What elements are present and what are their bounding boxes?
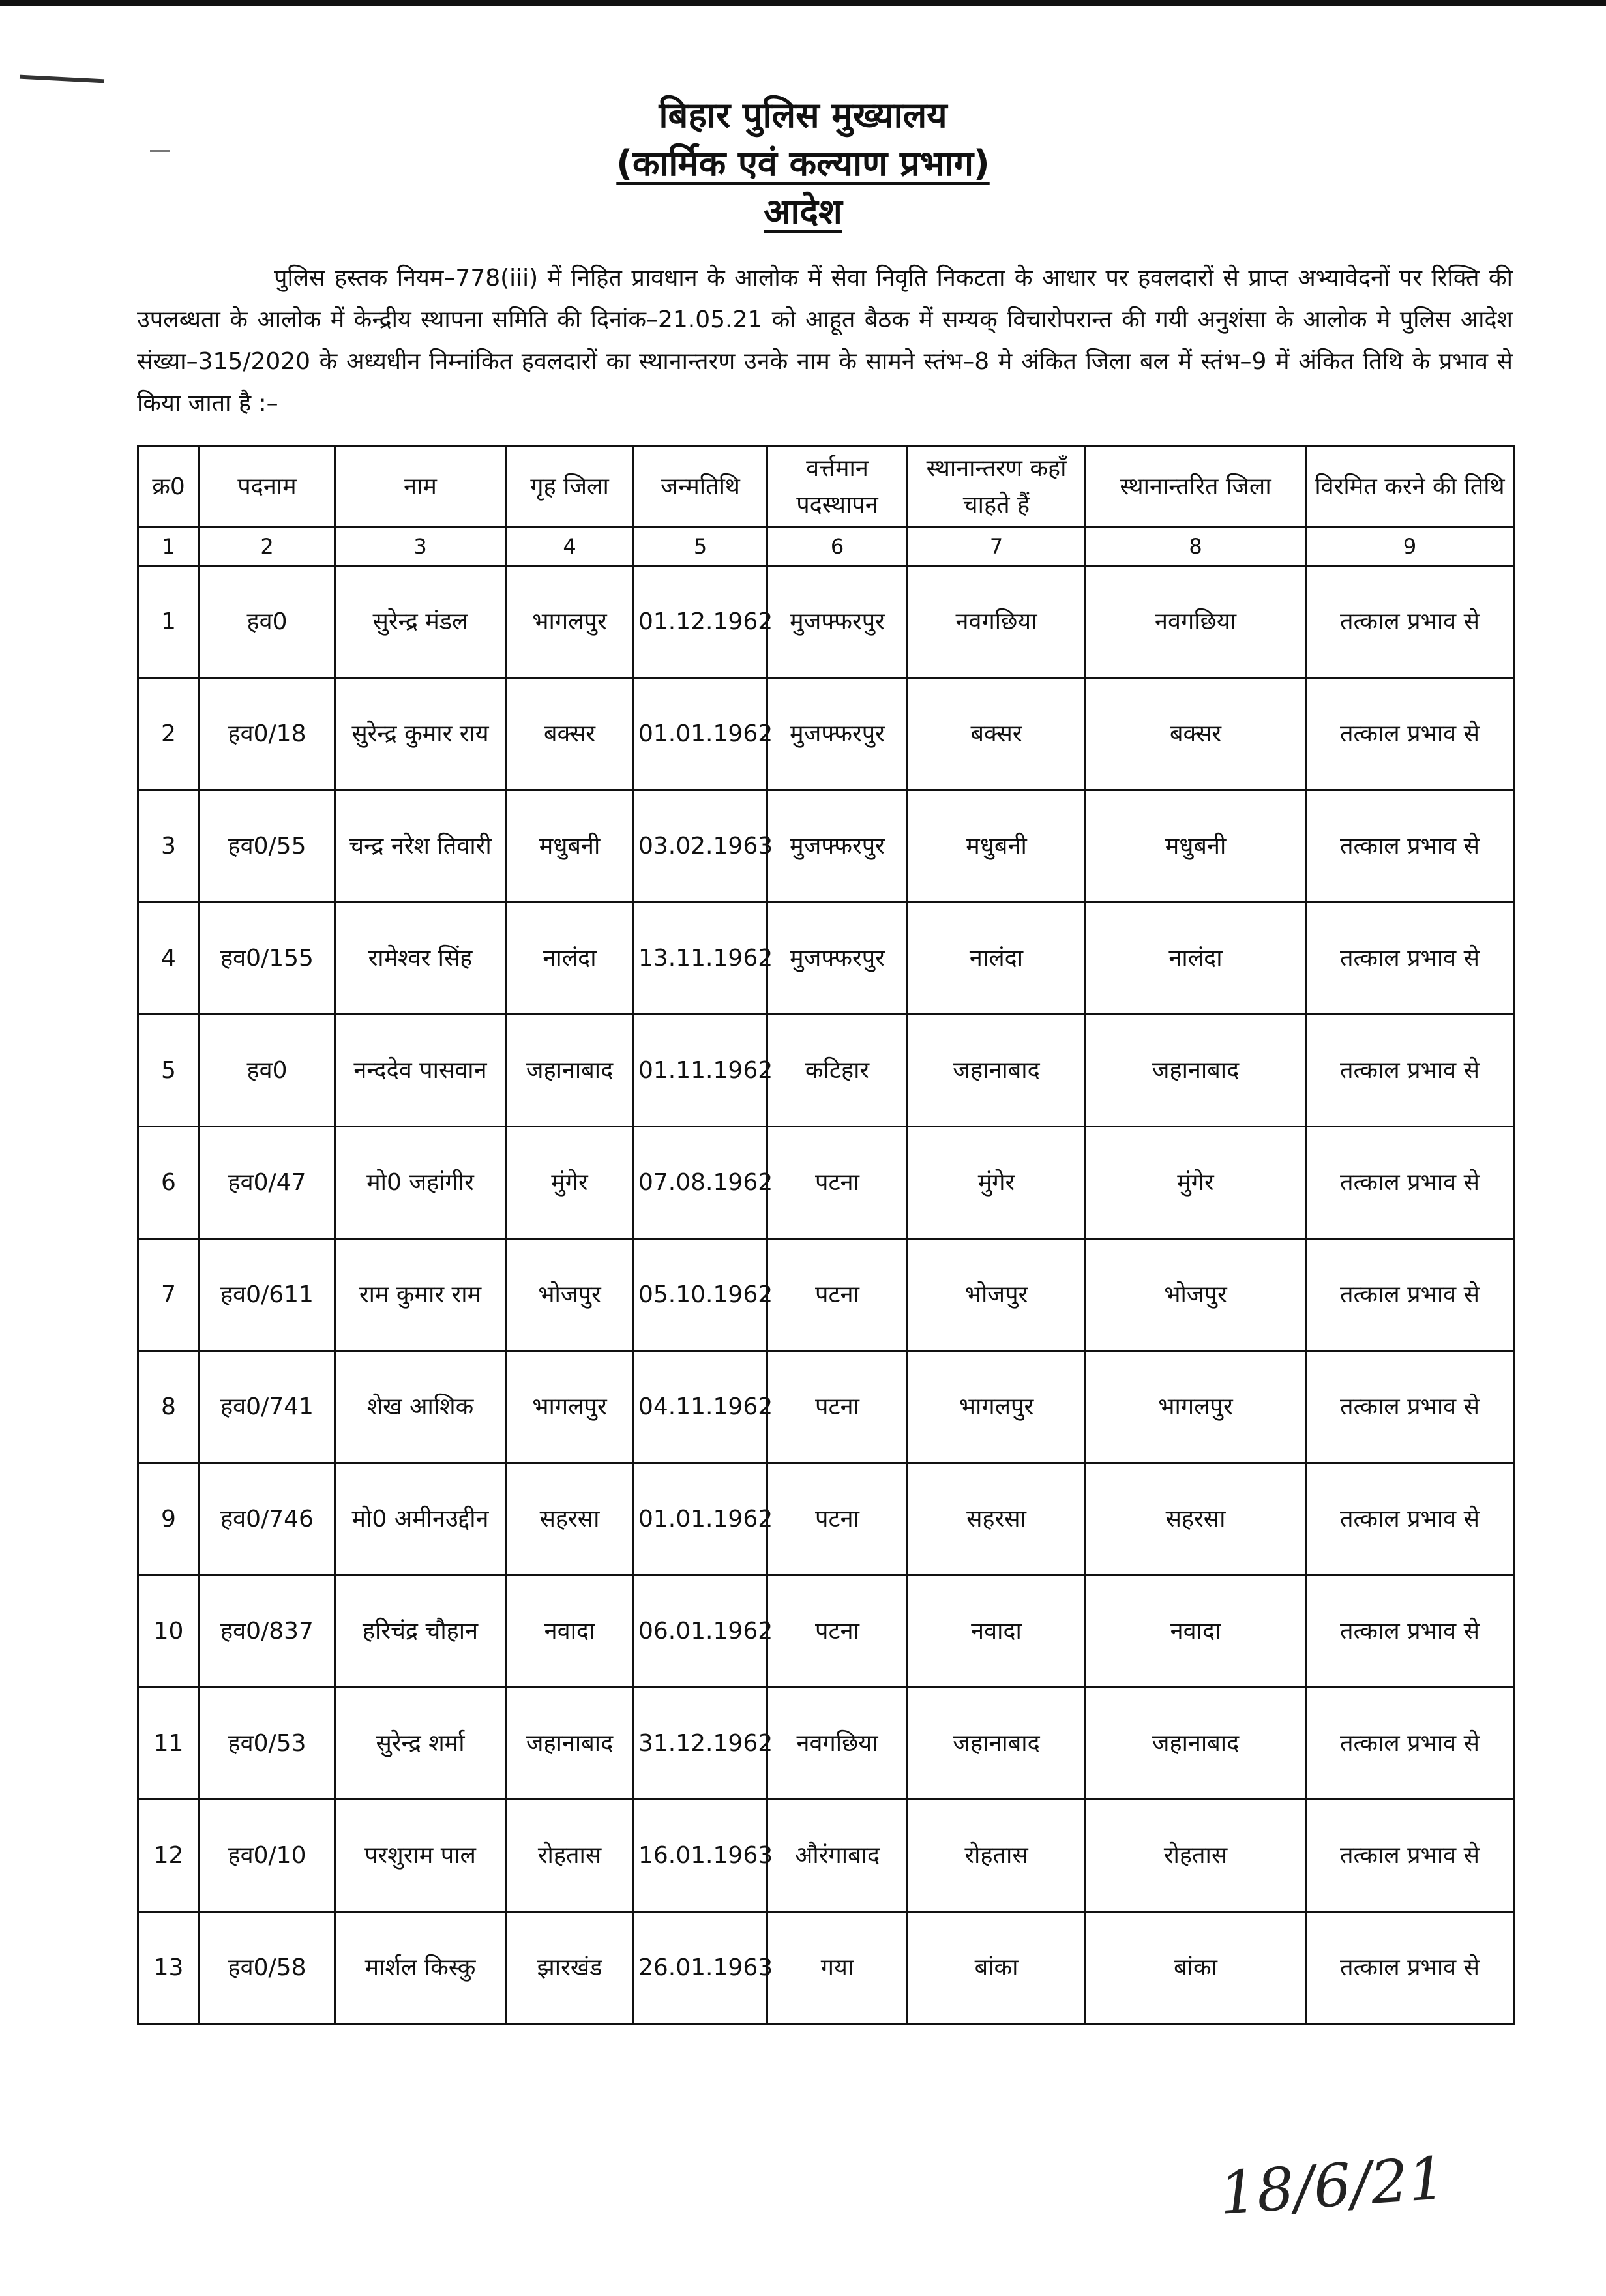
column-number: 8 (1086, 528, 1306, 566)
scan-mark (20, 75, 104, 83)
column-header: विरमित करने की तिथि (1306, 447, 1514, 528)
table-cell: 2 (138, 678, 200, 790)
table-row (138, 1912, 1514, 2024)
column-header: जन्मतिथि (634, 447, 767, 528)
table-cell: रोहतास (506, 1800, 634, 1912)
table-cell: तत्काल प्रभाव से (1306, 1575, 1514, 1688)
column-number: 9 (1306, 528, 1514, 566)
table-cell: हव0/18 (200, 678, 335, 790)
table-cell: मार्शल किस्कु (335, 1912, 506, 2024)
column-number: 3 (335, 528, 506, 566)
table-cell: मुजफ्फरपुर (767, 902, 908, 1015)
table-cell: 26.01.1963 (634, 1912, 767, 2024)
table-cell: मधुबनी (908, 790, 1086, 902)
table-cell: हव0/10 (200, 1800, 335, 1912)
table-row (138, 790, 1514, 902)
table-cell: सहरसा (1086, 1463, 1306, 1575)
table-cell: मो0 जहांगीर (335, 1127, 506, 1239)
table-cell: भागलपुर (506, 566, 634, 678)
table-cell: 3 (138, 790, 200, 902)
table-cell: गया (767, 1912, 908, 2024)
table-cell: तत्काल प्रभाव से (1306, 566, 1514, 678)
table-cell: हव0/53 (200, 1688, 335, 1800)
table-cell: 06.01.1962 (634, 1575, 767, 1688)
table-cell: 04.11.1962 (634, 1351, 767, 1463)
table-cell: रोहतास (908, 1800, 1086, 1912)
table-cell: नन्ददेव पासवान (335, 1015, 506, 1127)
table-cell: 8 (138, 1351, 200, 1463)
table-cell: बक्सर (908, 678, 1086, 790)
table-row (138, 1800, 1514, 1912)
table-cell: भोजपुर (1086, 1239, 1306, 1351)
table-cell: तत्काल प्रभाव से (1306, 1912, 1514, 2024)
column-number: 1 (138, 528, 200, 566)
table-row (138, 1239, 1514, 1351)
table-row (138, 902, 1514, 1015)
handwritten-signature: 18/6/21 (1217, 2144, 1448, 2228)
table-cell: 7 (138, 1239, 200, 1351)
table-row (138, 566, 1514, 678)
table-cell: तत्काल प्रभाव से (1306, 1463, 1514, 1575)
table-cell: तत्काल प्रभाव से (1306, 1015, 1514, 1127)
table-cell: नवगछिया (1086, 566, 1306, 678)
order-title: आदेश (764, 191, 842, 232)
table-cell: 31.12.1962 (634, 1688, 767, 1800)
column-number: 2 (200, 528, 335, 566)
table-body (138, 566, 1514, 2024)
column-header: नाम (335, 447, 506, 528)
table-cell: भोजपुर (506, 1239, 634, 1351)
table-cell: बक्सर (1086, 678, 1306, 790)
table-cell: मधुबनी (506, 790, 634, 902)
table-cell: हव0/55 (200, 790, 335, 902)
table-cell: हव0/155 (200, 902, 335, 1015)
table-cell: 5 (138, 1015, 200, 1127)
table-cell: बक्सर (506, 678, 634, 790)
table-row (138, 1351, 1514, 1463)
table-cell: जहानाबाद (1086, 1688, 1306, 1800)
table-cell: मो0 अमीनउद्दीन (335, 1463, 506, 1575)
table-cell: 1 (138, 566, 200, 678)
table-cell: बांका (1086, 1912, 1306, 2024)
table-cell: मधुबनी (1086, 790, 1306, 902)
table-cell: औरंगाबाद (767, 1800, 908, 1912)
table-row (138, 1463, 1514, 1575)
transfer-table (137, 445, 1515, 2025)
column-header: पदनाम (200, 447, 335, 528)
table-cell: 6 (138, 1127, 200, 1239)
table-cell: हव0/58 (200, 1912, 335, 2024)
division-title: (कार्मिक एवं कल्याण प्रभाग) (616, 143, 990, 184)
table-cell: 13.11.1962 (634, 902, 767, 1015)
table-cell: 10 (138, 1575, 200, 1688)
table-row (138, 1015, 1514, 1127)
table-cell: जहानाबाद (1086, 1015, 1306, 1127)
table-cell: हव0/611 (200, 1239, 335, 1351)
column-header: स्थानान्तरित जिला (1086, 447, 1306, 528)
table-cell: हव0/47 (200, 1127, 335, 1239)
table-cell: रामेश्वर सिंह (335, 902, 506, 1015)
column-number: 7 (908, 528, 1086, 566)
table-cell: तत्काल प्रभाव से (1306, 790, 1514, 902)
table-cell: हव0 (200, 566, 335, 678)
table-row (138, 1688, 1514, 1800)
page-top-border (0, 0, 1606, 6)
table-cell: चन्द्र नरेश तिवारी (335, 790, 506, 902)
table-cell: मुजफ्फरपुर (767, 566, 908, 678)
table-cell: 9 (138, 1463, 200, 1575)
table-cell: नवगछिया (767, 1688, 908, 1800)
table-cell: 13 (138, 1912, 200, 2024)
table-cell: सुरेन्द्र मंडल (335, 566, 506, 678)
table-cell: जहानाबाद (908, 1688, 1086, 1800)
table-row (138, 678, 1514, 790)
table-cell: मुंगेर (908, 1127, 1086, 1239)
table-cell: हव0/746 (200, 1463, 335, 1575)
table-cell: 01.01.1962 (634, 1463, 767, 1575)
table-cell: जहानाबाद (908, 1015, 1086, 1127)
table-cell: 03.02.1963 (634, 790, 767, 902)
table-cell: 07.08.1962 (634, 1127, 767, 1239)
column-header: वर्त्तमान पदस्थापन (767, 447, 908, 528)
table-cell: 16.01.1963 (634, 1800, 767, 1912)
table-cell: नवगछिया (908, 566, 1086, 678)
table-cell: हव0 (200, 1015, 335, 1127)
table-cell: जहानाबाद (506, 1015, 634, 1127)
table-cell: मुजफ्फरपुर (767, 790, 908, 902)
table-cell: रोहतास (1086, 1800, 1306, 1912)
column-number: 5 (634, 528, 767, 566)
table-cell: हरिचंद्र चौहान (335, 1575, 506, 1688)
table-cell: झारखंड (506, 1912, 634, 2024)
table-cell: सुरेन्द्र शर्मा (335, 1688, 506, 1800)
table-cell: सहरसा (506, 1463, 634, 1575)
table-cell: मुंगेर (1086, 1127, 1306, 1239)
table-cell: सहरसा (908, 1463, 1086, 1575)
table-cell: नालंदा (1086, 902, 1306, 1015)
column-header: गृह जिला (506, 447, 634, 528)
table-cell: राम कुमार राम (335, 1239, 506, 1351)
table-cell: हव0/837 (200, 1575, 335, 1688)
table-cell: कटिहार (767, 1015, 908, 1127)
table-cell: 01.01.1962 (634, 678, 767, 790)
table-cell: तत्काल प्रभाव से (1306, 1127, 1514, 1239)
table-cell: पटना (767, 1575, 908, 1688)
table-cell: मुजफ्फरपुर (767, 678, 908, 790)
table-row (138, 1127, 1514, 1239)
table-cell: भोजपुर (908, 1239, 1086, 1351)
table-cell: बांका (908, 1912, 1086, 2024)
table-cell: भागलपुर (1086, 1351, 1306, 1463)
column-number-row (138, 528, 1514, 566)
table-cell: पटना (767, 1127, 908, 1239)
table-cell: तत्काल प्रभाव से (1306, 902, 1514, 1015)
table-cell: पटना (767, 1463, 908, 1575)
column-number: 4 (506, 528, 634, 566)
table-cell: तत्काल प्रभाव से (1306, 1351, 1514, 1463)
table-cell: शेख आशिक (335, 1351, 506, 1463)
table-cell: नालंदा (908, 902, 1086, 1015)
table-cell: तत्काल प्रभाव से (1306, 1239, 1514, 1351)
table-cell: तत्काल प्रभाव से (1306, 1688, 1514, 1800)
table-cell: 05.10.1962 (634, 1239, 767, 1351)
table-cell: पटना (767, 1239, 908, 1351)
table-cell: भागलपुर (908, 1351, 1086, 1463)
table-cell: सुरेन्द्र कुमार राय (335, 678, 506, 790)
table-cell: नवादा (506, 1575, 634, 1688)
document-header (0, 91, 1606, 236)
column-number: 6 (767, 528, 908, 566)
table-cell: मुंगेर (506, 1127, 634, 1239)
table-cell: जहानाबाद (506, 1688, 634, 1800)
table-cell: तत्काल प्रभाव से (1306, 678, 1514, 790)
table-cell: परशुराम पाल (335, 1800, 506, 1912)
table-cell: हव0/741 (200, 1351, 335, 1463)
table-header-row (138, 447, 1514, 528)
table-cell: पटना (767, 1351, 908, 1463)
table-cell: 01.12.1962 (634, 566, 767, 678)
table-cell: तत्काल प्रभाव से (1306, 1800, 1514, 1912)
table-cell: 12 (138, 1800, 200, 1912)
table-cell: 4 (138, 902, 200, 1015)
column-header: स्थानान्तरण कहाँ चाहते हैं (908, 447, 1086, 528)
office-title: बिहार पुलिस मुख्यालय (659, 95, 947, 136)
table-cell: नवादा (1086, 1575, 1306, 1688)
table-cell: 11 (138, 1688, 200, 1800)
table-row (138, 1575, 1514, 1688)
order-paragraph: पुलिस हस्तक नियम–778(iii) में निहित प्रावधान के आलोक में सेवा निवृति निकटता के आधार पर हवलदारों से प्राप्त अभ्यावेदनों पर रिक्ति की उपलब्धता के आलोक में केन्द्रीय स्थापना समिति की दिनांक–21.05.21 को आहूत बैठक में सम्यक् विचारोपरान्त की गयी अनुशंसा के आलोक मे पुलिस आदेश संख्या–315/2020 के अध्यधीन निम्नांकित हवलदारों का स्थानान्तरण उनके नाम के सामने स्तंभ–8 मे अंकित जिला बल में स्तंभ–9 में अंकित तिथि के प्रभाव से किया जाता है :– (137, 265, 1513, 417)
column-header: क्र0 (138, 447, 200, 528)
table-cell: नालंदा (506, 902, 634, 1015)
table-cell: 01.11.1962 (634, 1015, 767, 1127)
table-cell: नवादा (908, 1575, 1086, 1688)
table-cell: भागलपुर (506, 1351, 634, 1463)
